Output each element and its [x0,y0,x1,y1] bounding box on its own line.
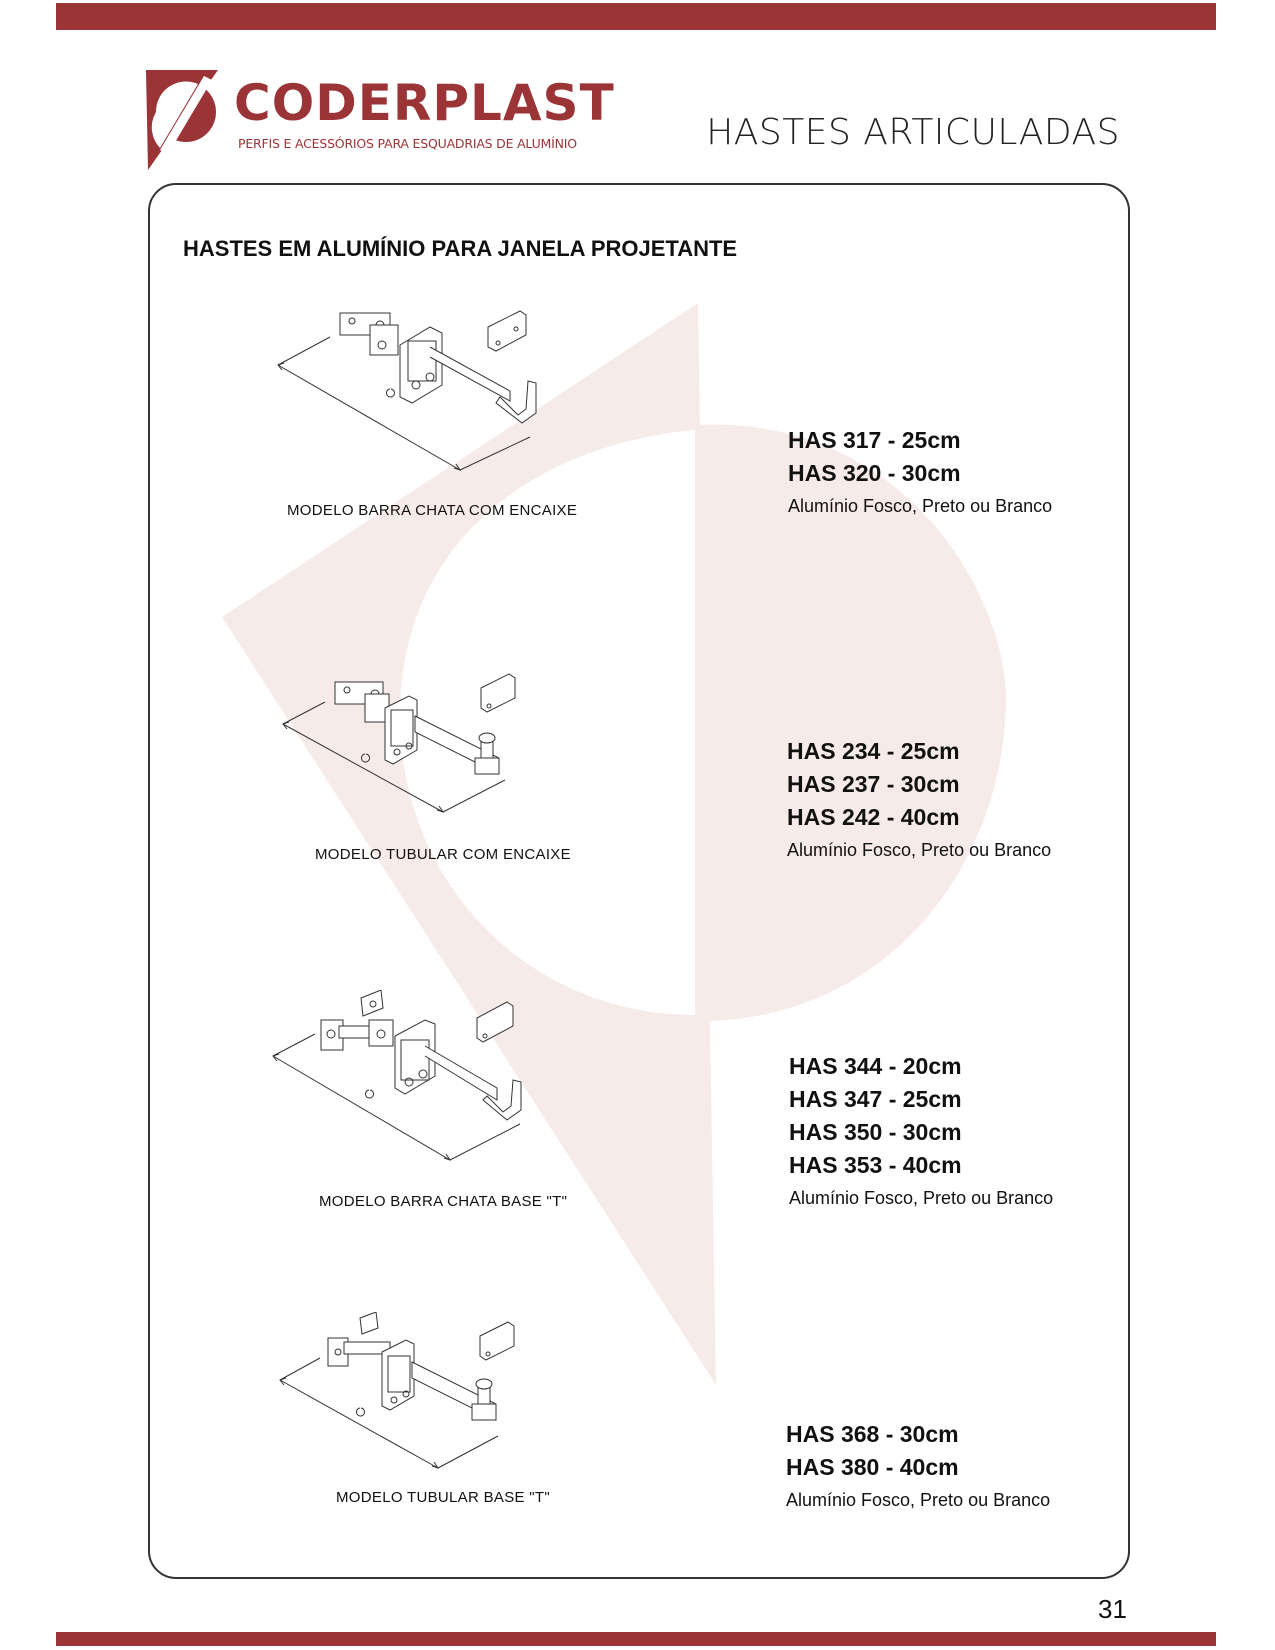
product-code: HAS 380 - 40cm [786,1454,959,1480]
flat-bar-t-base-drawing [265,990,555,1165]
product-code: HAS 347 - 25cm [789,1086,962,1112]
product-code: HAS 353 - 40cm [789,1152,962,1178]
tubular-knob-drawing [275,672,565,822]
product-finish: Alumínio Fosco, Preto ou Branco [788,496,1053,516]
page-number: 31 [1098,1594,1127,1624]
product-finish: Alumínio Fosco, Preto ou Branco [789,1188,1054,1208]
model-caption: MODELO TUBULAR COM ENCAIXE [315,846,571,863]
brand-tagline: PERFIS E ACESSÓRIOS PARA ESQUADRIAS DE ALUMÍNIO [238,136,577,151]
bottom-accent-bar [56,1632,1216,1646]
product-code: HAS 234 - 25cm [787,738,960,764]
product-code: HAS 368 - 30cm [786,1421,959,1447]
product-code: HAS 317 - 25cm [788,427,961,453]
product-spec [787,735,1051,864]
brand-name: CODERPLAST [234,74,615,132]
product-code: HAS 242 - 40cm [787,804,960,830]
section-title: HASTES EM ALUMÍNIO PARA JANELA PROJETANTE [183,236,738,261]
model-caption: MODELO BARRA CHATA BASE "T" [319,1193,568,1210]
page-title: HASTES ARTICULADAS [706,112,1120,153]
product-spec [789,1050,1053,1212]
model-caption: MODELO BARRA CHATA COM ENCAIXE [287,502,578,519]
product-spec [788,424,1052,520]
product-code: HAS 350 - 30cm [789,1119,962,1145]
product-finish: Alumínio Fosco, Preto ou Branco [786,1490,1051,1510]
product-spec [786,1418,1050,1514]
model-caption: MODELO TUBULAR BASE "T" [336,1489,550,1506]
product-code: HAS 237 - 30cm [787,771,960,797]
brand-logo [146,70,615,170]
logo-mark-icon [146,70,224,170]
product-finish: Alumínio Fosco, Preto ou Branco [787,840,1052,860]
flat-bar-hook-drawing [270,305,570,475]
tubular-t-base-drawing [272,1312,542,1472]
product-code: HAS 320 - 30cm [788,460,961,486]
top-accent-bar [56,3,1216,30]
product-code: HAS 344 - 20cm [789,1053,962,1079]
